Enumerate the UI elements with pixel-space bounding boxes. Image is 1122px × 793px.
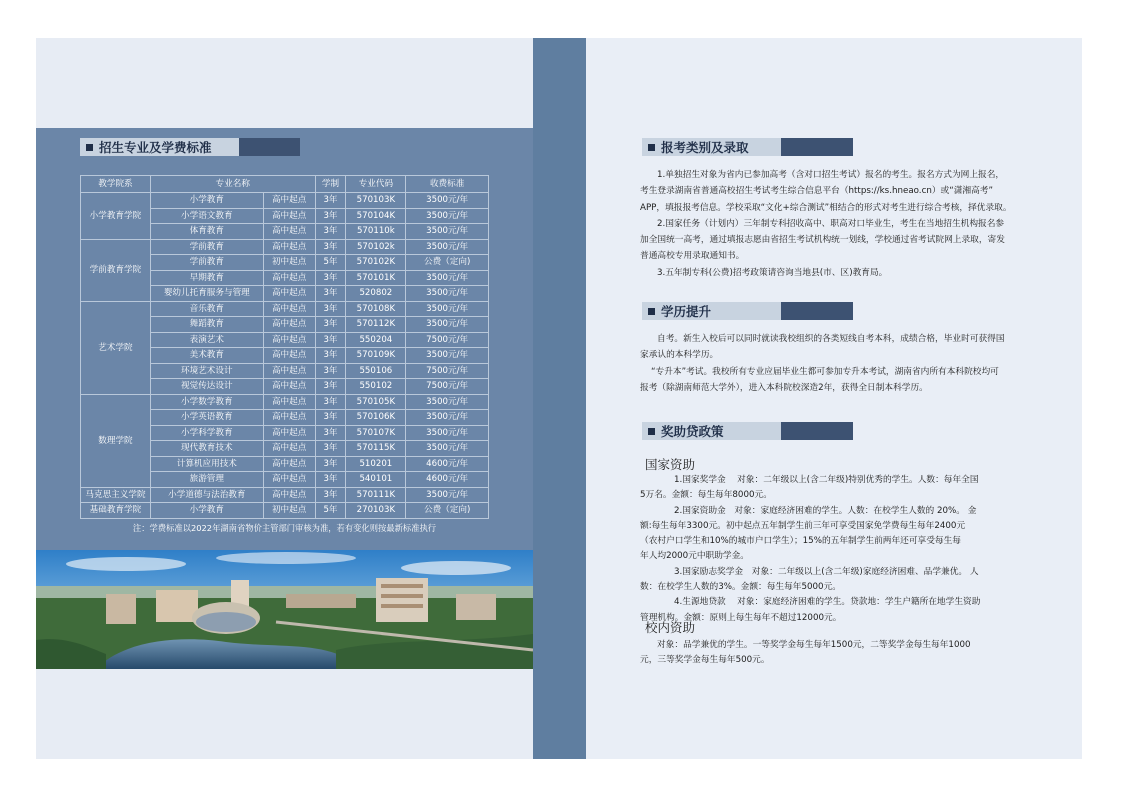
major-name-cell: 舞蹈教育	[150, 317, 263, 333]
paragraph-line: 2.国家资助金 对象：家庭经济困难的学生。人数：在校学生人数的 20%。 金	[674, 505, 977, 516]
major-code-cell: 570104K	[346, 208, 406, 224]
entry-level-cell: 高中起点	[263, 456, 315, 472]
fee-cell: 7500元/年	[406, 332, 489, 348]
fee-cell: 3500元/年	[406, 410, 489, 426]
fee-cell: 3500元/年	[406, 208, 489, 224]
dept-cell: 数理学院	[81, 394, 151, 487]
entry-level-cell: 高中起点	[263, 379, 315, 395]
fee-cell: 3500元/年	[406, 441, 489, 457]
section-header-aid	[642, 422, 853, 440]
major-name-cell: 小学科学教育	[150, 425, 263, 441]
fee-cell: 3500元/年	[406, 286, 489, 302]
paragraph-line: 考生登录湖南省普通高校招生考试考生综合信息平台（https://ks.hneao.cn）或“潇湘高考”	[640, 186, 993, 197]
fee-cell: 3500元/年	[406, 193, 489, 209]
duration-cell: 3年	[315, 348, 346, 364]
section-header-admission	[642, 138, 853, 156]
table-row	[81, 193, 489, 209]
entry-level-cell: 高中起点	[263, 487, 315, 503]
admission-text	[640, 167, 1012, 281]
dept-cell: 基础教育学院	[81, 503, 151, 519]
fee-cell: 7500元/年	[406, 379, 489, 395]
dept-cell: 学前教育学院	[81, 239, 151, 301]
entry-level-cell: 高中起点	[263, 286, 315, 302]
major-name-cell: 现代教育技术	[150, 441, 263, 457]
major-code-cell: 570115K	[346, 441, 406, 457]
entry-level-cell: 高中起点	[263, 348, 315, 364]
entry-level-cell: 高中起点	[263, 224, 315, 240]
major-name-cell: 小学教育	[150, 193, 263, 209]
fee-cell: 3500元/年	[406, 301, 489, 317]
section-header-majors	[80, 138, 300, 156]
section-title: 报考类别及录取	[661, 140, 749, 155]
paragraph-line: 年人均2000元中职助学金。	[640, 551, 749, 562]
entry-level-cell: 高中起点	[263, 208, 315, 224]
table-row	[81, 487, 489, 503]
school-aid-title: 校内资助	[645, 620, 696, 635]
entry-level-cell: 初中起点	[263, 503, 315, 519]
fee-note: 注：学费标准以2022年湖南省物价主管部门审核为准，若有变化则按最新标准执行	[132, 523, 437, 533]
paragraph-line: 1.国家奖学金 对象：二年级以上(含二年级)特别优秀的学生。人数：每年全国	[674, 475, 979, 485]
fee-cell: 公费（定向)	[406, 503, 489, 519]
paragraph-line: 3.国家励志奖学金 对象：二年级以上(含二年级)家庭经济困难、品学兼优。 人	[674, 566, 979, 577]
paragraph-line: （农村户口学生和10%的城市户口学生）；15%的五年制学生前两年还可享受每生每	[640, 536, 961, 547]
major-name-cell: 学前教育	[150, 255, 263, 271]
duration-cell: 3年	[315, 487, 346, 503]
table-header-row	[81, 176, 489, 193]
entry-level-cell: 高中起点	[263, 472, 315, 488]
duration-cell: 3年	[315, 332, 346, 348]
major-code-cell: 570103K	[346, 193, 406, 209]
major-name-cell: 小学数学教育	[150, 394, 263, 410]
paragraph-line: 额:每生每年3300元。初中起点五年制学生前三年可享受国家免学费每生每年2400元	[640, 520, 966, 531]
duration-cell: 3年	[315, 208, 346, 224]
dept-cell: 马克思主义学院	[81, 487, 151, 503]
table-row	[81, 239, 489, 255]
duration-cell: 3年	[315, 410, 346, 426]
major-code-cell: 550102	[346, 379, 406, 395]
paragraph-line: 家承认的本科学历。	[640, 350, 719, 361]
fee-cell: 7500元/年	[406, 363, 489, 379]
entry-level-cell: 高中起点	[263, 363, 315, 379]
national-aid-title: 国家资助	[645, 457, 696, 472]
paragraph-line: 1.单独招生对象为省内已参加高考（含对口招生考试）报名的考生。报名方式为网上报名，	[657, 170, 1005, 180]
duration-cell: 3年	[315, 224, 346, 240]
major-code-cell: 270103K	[346, 503, 406, 519]
major-name-cell: 体育教育	[150, 224, 263, 240]
paragraph-line: 3.五年制专科(公费)招考政策请咨询当地县(市、区)教育局。	[657, 267, 888, 278]
duration-cell: 5年	[315, 255, 346, 271]
campus-aerial-photo	[36, 550, 533, 669]
major-code-cell: 570106K	[346, 410, 406, 426]
table-row	[81, 301, 489, 317]
duration-cell: 3年	[315, 441, 346, 457]
column-header: 专业名称	[150, 176, 315, 193]
school-aid-text	[640, 638, 971, 669]
table-row	[81, 503, 489, 519]
duration-cell: 3年	[315, 472, 346, 488]
column-header: 专业代码	[346, 176, 406, 193]
duration-cell: 3年	[315, 317, 346, 333]
paragraph-line: 普通高校专用录取通知书。	[640, 251, 745, 262]
duration-cell: 3年	[315, 363, 346, 379]
major-code-cell: 570107K	[346, 425, 406, 441]
major-name-cell: 环境艺术设计	[150, 363, 263, 379]
major-name-cell: 音乐教育	[150, 301, 263, 317]
dept-cell: 小学教育学院	[81, 193, 151, 240]
national-aid-text	[640, 473, 980, 626]
paragraph-line: 2.国家任务（计划内）三年制专科招收高中、职高对口毕业生，考生在当地招生机构报名参	[657, 218, 1005, 229]
fee-cell: 3500元/年	[406, 270, 489, 286]
major-name-cell: 美术教育	[150, 348, 263, 364]
major-code-cell: 570101K	[346, 270, 406, 286]
entry-level-cell: 高中起点	[263, 301, 315, 317]
major-name-cell: 小学教育	[150, 503, 263, 519]
entry-level-cell: 高中起点	[263, 441, 315, 457]
major-code-cell: 570110k	[346, 224, 406, 240]
section-title: 奖助贷政策	[661, 424, 724, 439]
table-row	[81, 394, 489, 410]
fee-cell: 公费（定向)	[406, 255, 489, 271]
duration-cell: 3年	[315, 239, 346, 255]
duration-cell: 3年	[315, 286, 346, 302]
major-code-cell: 550204	[346, 332, 406, 348]
major-name-cell: 计算机应用技术	[150, 456, 263, 472]
square-bullet-icon	[86, 144, 93, 151]
entry-level-cell: 高中起点	[263, 270, 315, 286]
duration-cell: 3年	[315, 425, 346, 441]
degree-text	[640, 331, 1005, 396]
column-header: 学制	[315, 176, 346, 193]
duration-cell: 3年	[315, 394, 346, 410]
fee-cell: 4600元/年	[406, 472, 489, 488]
major-code-cell: 570102k	[346, 239, 406, 255]
paragraph-line: 4.生源地贷款 对象：家庭经济困难的学生。贷款地：学生户籍所在地学生资助	[674, 597, 981, 608]
major-code-cell: 570112K	[346, 317, 406, 333]
major-name-cell: 旅游管理	[150, 472, 263, 488]
fee-cell: 3500元/年	[406, 394, 489, 410]
section-title: 招生专业及学费标准	[99, 140, 212, 155]
entry-level-cell: 初中起点	[263, 255, 315, 271]
square-bullet-icon	[648, 428, 655, 435]
duration-cell: 3年	[315, 270, 346, 286]
duration-cell: 3年	[315, 379, 346, 395]
majors-fees-table	[80, 175, 489, 519]
major-name-cell: 学前教育	[150, 239, 263, 255]
fee-cell: 3500元/年	[406, 239, 489, 255]
major-name-cell: 婴幼儿托育服务与管理	[150, 286, 263, 302]
major-name-cell: 小学道德与法治教育	[150, 487, 263, 503]
major-code-cell: 570108K	[346, 301, 406, 317]
dept-cell: 艺术学院	[81, 301, 151, 394]
paragraph-line: 对象：品学兼优的学生。一等奖学金每生每年1500元，二等奖学金每生每年1000	[657, 640, 971, 650]
paragraph-line: 管理机构。金额：原则上每生每年不超过12000元。	[640, 612, 842, 623]
entry-level-cell: 高中起点	[263, 332, 315, 348]
major-name-cell: 小学英语教育	[150, 410, 263, 426]
paragraph-line: “专升本”考试。我校所有专业应届毕业生都可参加专升本考试，湖南省内所有本科院校均可	[651, 366, 999, 377]
duration-cell: 3年	[315, 301, 346, 317]
paragraph-line: 元，三等奖学金每生每年500元。	[640, 655, 770, 666]
major-name-cell: 表演艺术	[150, 332, 263, 348]
major-code-cell: 540101	[346, 472, 406, 488]
section-header-degree	[642, 302, 853, 320]
entry-level-cell: 高中起点	[263, 239, 315, 255]
entry-level-cell: 高中起点	[263, 317, 315, 333]
entry-level-cell: 高中起点	[263, 394, 315, 410]
entry-level-cell: 高中起点	[263, 410, 315, 426]
fee-cell: 3500元/年	[406, 348, 489, 364]
fee-cell: 3500元/年	[406, 317, 489, 333]
fee-cell: 3500元/年	[406, 224, 489, 240]
major-code-cell: 520802	[346, 286, 406, 302]
column-header: 教学院系	[81, 176, 151, 193]
section-title: 学历提升	[661, 304, 712, 319]
paragraph-line: 报考（除湖南师范大学外），进入本科院校深造2年，获得全日制本科学历。	[640, 382, 928, 393]
square-bullet-icon	[648, 308, 655, 315]
duration-cell: 3年	[315, 193, 346, 209]
major-code-cell: 570102K	[346, 255, 406, 271]
column-header: 收费标准	[406, 176, 489, 193]
paragraph-line: 自考。新生入校后可以同时就读我校组织的各类短线自考本科，成绩合格，毕业时可获得国	[657, 334, 1005, 344]
duration-cell: 3年	[315, 456, 346, 472]
major-name-cell: 早期教育	[150, 270, 263, 286]
major-name-cell: 视觉传达设计	[150, 379, 263, 395]
paragraph-line: APP，填报报考信息。学校采取“文化+综合测试”相结合的形式对考生进行综合考核，择优录取。	[640, 202, 1012, 213]
fee-cell: 4600元/年	[406, 456, 489, 472]
major-code-cell: 570109K	[346, 348, 406, 364]
center-spine	[533, 38, 586, 759]
paragraph-line: 数：在校学生人数的3%。金额：每生每年5000元。	[640, 582, 841, 593]
paragraph-line: 加全国统一高考，通过填报志愿由省招生考试机构统一划线，学校通过省考试院网上录取，寄发	[640, 235, 1005, 246]
major-code-cell: 570111K	[346, 487, 406, 503]
major-code-cell: 510201	[346, 456, 406, 472]
duration-cell: 5年	[315, 503, 346, 519]
square-bullet-icon	[648, 144, 655, 151]
major-code-cell: 570105K	[346, 394, 406, 410]
paragraph-line: 5万名。金额：每生每年8000元。	[640, 490, 772, 501]
major-code-cell: 550106	[346, 363, 406, 379]
entry-level-cell: 高中起点	[263, 425, 315, 441]
entry-level-cell: 高中起点	[263, 193, 315, 209]
fee-cell: 3500元/年	[406, 487, 489, 503]
major-name-cell: 小学语文教育	[150, 208, 263, 224]
fee-cell: 3500元/年	[406, 425, 489, 441]
